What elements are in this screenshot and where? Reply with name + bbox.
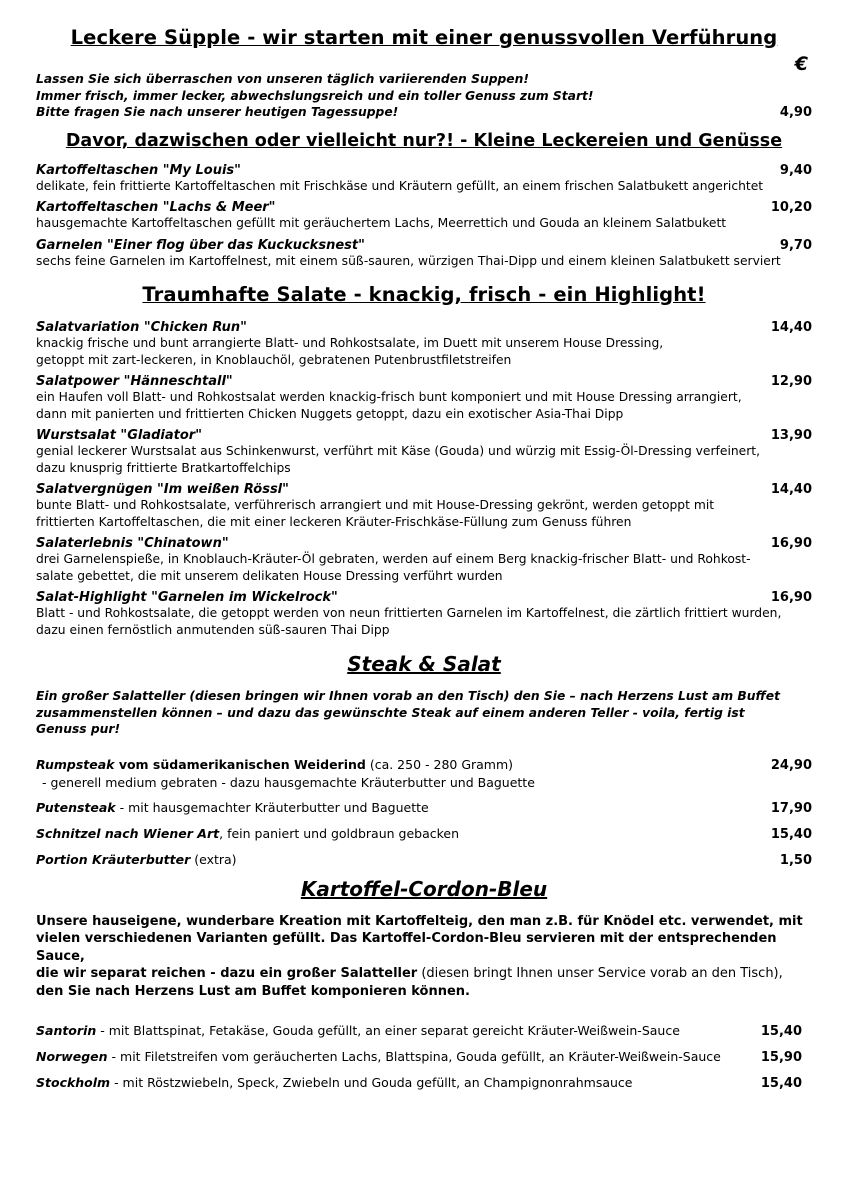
item-name: Putensteak <box>36 799 116 815</box>
salads-title: Traumhafte Salate - knackig, frisch - ein Highlight! <box>142 283 706 306</box>
item-name: Salaterlebnis "Chinatown" <box>36 536 229 551</box>
item-price: 16,90 <box>770 590 812 605</box>
item-price: 15,40 <box>760 1076 802 1091</box>
item-price: 12,90 <box>770 374 812 389</box>
cordon-intro-1: Unsere hauseigene, wunderbare Kreation mit Kartoffelteig, den man z.B. für Knödel etc. verwendet, mit <box>36 913 803 929</box>
soup-price-row <box>36 104 812 121</box>
item-price: 13,90 <box>770 428 812 443</box>
steak-intro-1: Ein großer Salatteller (diesen bringen wir Ihnen vorab an den Tisch) den Sie – nach Herzens Lust am Buffet <box>36 689 780 703</box>
steak-item <box>36 799 812 817</box>
item-name: Stockholm <box>36 1075 111 1090</box>
menu-item <box>36 200 812 232</box>
item-price: 16,90 <box>770 536 812 551</box>
item-desc: - mit Filetstreifen vom geräucherten Lachs, Blattspina, Gouda gefüllt, an Kräuter-Weißwein-Sauce <box>107 1049 721 1064</box>
item-name: Salat-Highlight "Garnelen im Wickelrock" <box>36 590 338 605</box>
item-price: 17,90 <box>770 800 812 816</box>
menu-item <box>36 163 812 195</box>
item-price: 9,70 <box>779 237 812 253</box>
item-name: Kartoffeltaschen "My Louis" <box>36 162 241 178</box>
item-origin: vom südamerikanischen Weiderind <box>114 756 366 772</box>
steak-item <box>36 851 812 869</box>
menu-item <box>36 482 812 530</box>
steak-intro-2: zusammenstellen können – und dazu das gewünschte Steak auf einem anderen Teller - voila, fertig ist <box>36 705 745 720</box>
cordon-intro-4: den Sie nach Herzens Lust am Buffet komponieren können. <box>36 983 470 999</box>
cordon-intro-3 <box>36 965 812 983</box>
cordon-intro-3-bold: die wir separat reichen - dazu ein großer Salatteller <box>36 966 418 981</box>
item-price: 9,40 <box>779 162 812 178</box>
item-desc: - mit hausgemachter Kräuterbutter und Baguette <box>115 799 429 815</box>
steak-item <box>36 825 812 843</box>
item-desc: , fein paniert und goldbraun gebacken <box>219 825 460 841</box>
item-desc: ein Haufen voll Blatt- und Rohkostsalat werden knackig-frisch bunt komponiert und mit House Dressing arrangiert, <box>36 390 742 404</box>
cordon-intro-2: vielen verschiedenen Varianten gefüllt. Das Kartoffel-Cordon-Bleu servieren mit der entsprechenden Sauce, <box>36 931 777 964</box>
item-desc: frittierten Kartoffeltaschen, die mit einer leckeren Kräuter-Frischkäse-Füllung zum Genuss führen <box>36 514 632 529</box>
item-desc: getoppt mit zart-leckeren, in Knoblauchöl, gebratenen Putenbrustfiletstreifen <box>36 352 512 367</box>
item-desc: delikate, fein frittierte Kartoffeltaschen mit Frischkäse und Kräutern gefüllt, an einem frischen Salatbukett angerichtet <box>36 178 764 193</box>
steak-intro-3: Genuss pur! <box>36 722 121 736</box>
item-desc: bunte Blatt- und Rohkostsalate, verführerisch arrangiert und mit House-Dressing gekrönt, werden getoppt mit <box>36 498 715 512</box>
item-price: 14,40 <box>770 482 812 497</box>
item-name: Portion Kräuterbutter <box>36 851 191 867</box>
cordon-item <box>36 1022 812 1040</box>
item-price: 1,50 <box>779 852 812 868</box>
item-name: Salatvariation "Chicken Run" <box>36 320 247 335</box>
item-desc: - mit Röstzwiebeln, Speck, Zwiebeln und Gouda gefüllt, an Champignonrahmsauce <box>110 1075 633 1090</box>
menu-item <box>36 374 812 422</box>
menu-item <box>36 320 812 368</box>
item-desc: salate gebettet, die mit unserem delikaten House Dressing verführt wurden <box>36 568 503 583</box>
soup-price: 4,90 <box>779 105 812 120</box>
item-name: Santorin <box>36 1023 97 1038</box>
item-desc: (extra) <box>190 851 237 867</box>
snacks-title: Davor, dazwischen oder vielleicht nur?! - Kleine Leckereien und Genüsse <box>65 130 783 151</box>
item-desc: Blatt - und Rohkostsalate, die getoppt werden von neun frittierten Garnelen im Kartoffelnest, die zärtlich frittiert wurden, <box>36 606 782 620</box>
cordon-title: Kartoffel-Cordon-Bleu <box>300 876 548 901</box>
item-price: 15,40 <box>760 1024 802 1039</box>
item-desc: drei Garnelenspieße, in Knoblauch-Kräuter-Öl gebraten, werden auf einem Berg knackig-frischer Blatt- und Rohkost- <box>36 552 751 566</box>
item-desc: dazu knusprig frittierte Bratkartoffelchips <box>36 460 291 475</box>
item-name: Norwegen <box>36 1049 108 1064</box>
item-desc: knackig frische und bunt arrangierte Blatt- und Rohkostsalate, im Duett mit unserem House Dressing, <box>36 336 664 350</box>
item-name: Wurstsalat "Gladiator" <box>36 428 202 443</box>
menu-item <box>36 428 812 476</box>
item-price: 24,90 <box>770 757 812 773</box>
soup-line-3: Bitte fragen Sie nach unserer heutigen Tagessuppe! <box>36 105 399 119</box>
item-price: 15,40 <box>770 826 812 842</box>
item-name: Schnitzel nach Wiener Art <box>36 825 220 841</box>
item-desc: hausgemachte Kartoffeltaschen gefüllt mit geräuchertem Lachs, Meerrettich und Gouda an kleinem Salatbukett <box>36 216 727 230</box>
item-desc: dazu einen fernöstlich anmutenden süß-sauren Thai Dipp <box>36 622 390 637</box>
item-name: Salatvergnügen "Im weißen Rössl" <box>36 482 289 497</box>
steak-item <box>36 756 812 774</box>
cordon-item <box>36 1048 812 1066</box>
steak-item-sub: - generell medium gebraten - dazu hausgemachte Kräuterbutter und Baguette <box>42 774 535 790</box>
item-desc: (ca. 250 - 280 Gramm) <box>365 756 514 772</box>
menu-item <box>36 536 812 584</box>
currency-label: € <box>794 53 808 75</box>
item-price: 14,40 <box>770 320 812 335</box>
item-desc: dann mit panierten und frittierten Chicken Nuggets getoppt, dazu ein exotischer Asia-Thai Dipp <box>36 406 624 421</box>
item-name: Rumpsteak <box>36 756 115 772</box>
soup-title: Leckere Süpple - wir starten mit einer genussvollen Verführung <box>70 26 778 49</box>
soup-line-1: Lassen Sie sich überraschen von unseren täglich variierenden Suppen! <box>36 72 530 86</box>
steak-title: Steak & Salat <box>347 652 501 676</box>
item-price: 15,90 <box>760 1050 802 1065</box>
cordon-item <box>36 1074 812 1092</box>
menu-page <box>36 22 812 1092</box>
menu-item <box>36 590 812 638</box>
menu-item <box>36 238 812 270</box>
item-price: 10,20 <box>770 200 812 215</box>
soup-line-2: Immer frisch, immer lecker, abwechslungsreich und ein toller Genuss zum Start! <box>36 88 594 103</box>
item-name: Kartoffeltaschen "Lachs & Meer" <box>36 200 276 215</box>
item-name: Salatpower "Hänneschtall" <box>36 374 233 389</box>
cordon-intro-3-regular: (diesen bringt Ihnen unser Service vorab an den Tisch), <box>417 966 783 981</box>
item-desc: - mit Blattspinat, Fetakäse, Gouda gefüllt, an einer separat gereicht Kräuter-Weißwein-Sauce <box>96 1023 680 1038</box>
item-desc: sechs feine Garnelen im Kartoffelnest, mit einem süß-sauren, würzigen Thai-Dipp und einem kleinen Salatbukett serviert <box>36 253 781 268</box>
item-desc: genial leckerer Wurstsalat aus Schinkenwurst, verführt mit Käse (Gouda) und würzig mit Essig-Öl-Dressing verfeinert, <box>36 444 761 458</box>
item-name: Garnelen "Einer flog über das Kuckucksnest" <box>36 237 365 253</box>
